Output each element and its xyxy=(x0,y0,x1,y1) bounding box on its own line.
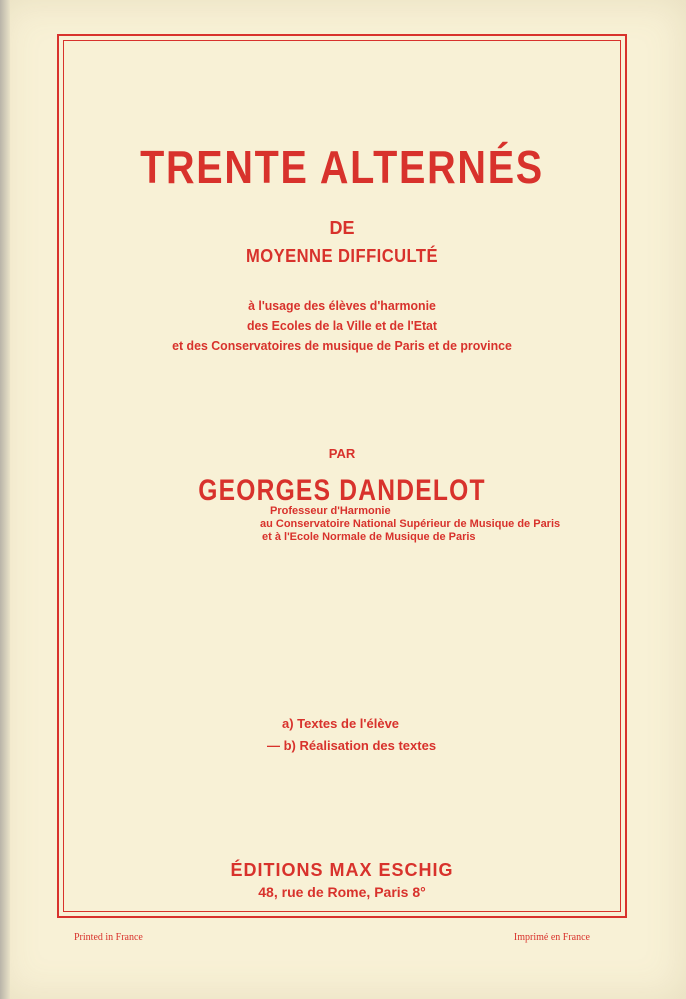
cover-spine-edge xyxy=(0,0,10,999)
publisher-address: 48, rue de Rome, Paris 8° xyxy=(258,884,426,900)
author-titles xyxy=(260,505,600,544)
printed-in-france: Printed in France xyxy=(74,932,143,943)
volume-list xyxy=(267,713,542,757)
usage-line: à l'usage des élèves d'harmonie xyxy=(248,298,436,313)
volume-b: — b) Réalisation des textes xyxy=(267,738,437,753)
author-name: GEORGES DANDELOT xyxy=(198,474,486,507)
author-title-line: et à l'Ecole Normale de Musique de Paris xyxy=(262,531,476,543)
author-title-line: Professeur d'Harmonie xyxy=(270,505,391,517)
usage-line: et des Conservatoires de musique de Paris et de province xyxy=(172,338,512,353)
cover-title: TRENTE ALTERNÉS xyxy=(140,141,544,193)
by-label: PAR xyxy=(328,446,356,461)
imprime-en-france: Imprimé en France xyxy=(513,932,590,943)
usage-description xyxy=(77,296,607,356)
title-connector: DE xyxy=(329,218,355,238)
author-title-line: au Conservatoire National Supérieur de Musique de Paris xyxy=(260,518,561,530)
cover-subtitle: MOYENNE DIFFICULTÉ xyxy=(246,246,438,266)
usage-line: des Ecoles de la Ville et de l'Etat xyxy=(246,318,438,333)
volume-a: a) Textes de l'élève xyxy=(282,716,400,731)
publisher-name: ÉDITIONS MAX ESCHIG xyxy=(230,860,454,880)
